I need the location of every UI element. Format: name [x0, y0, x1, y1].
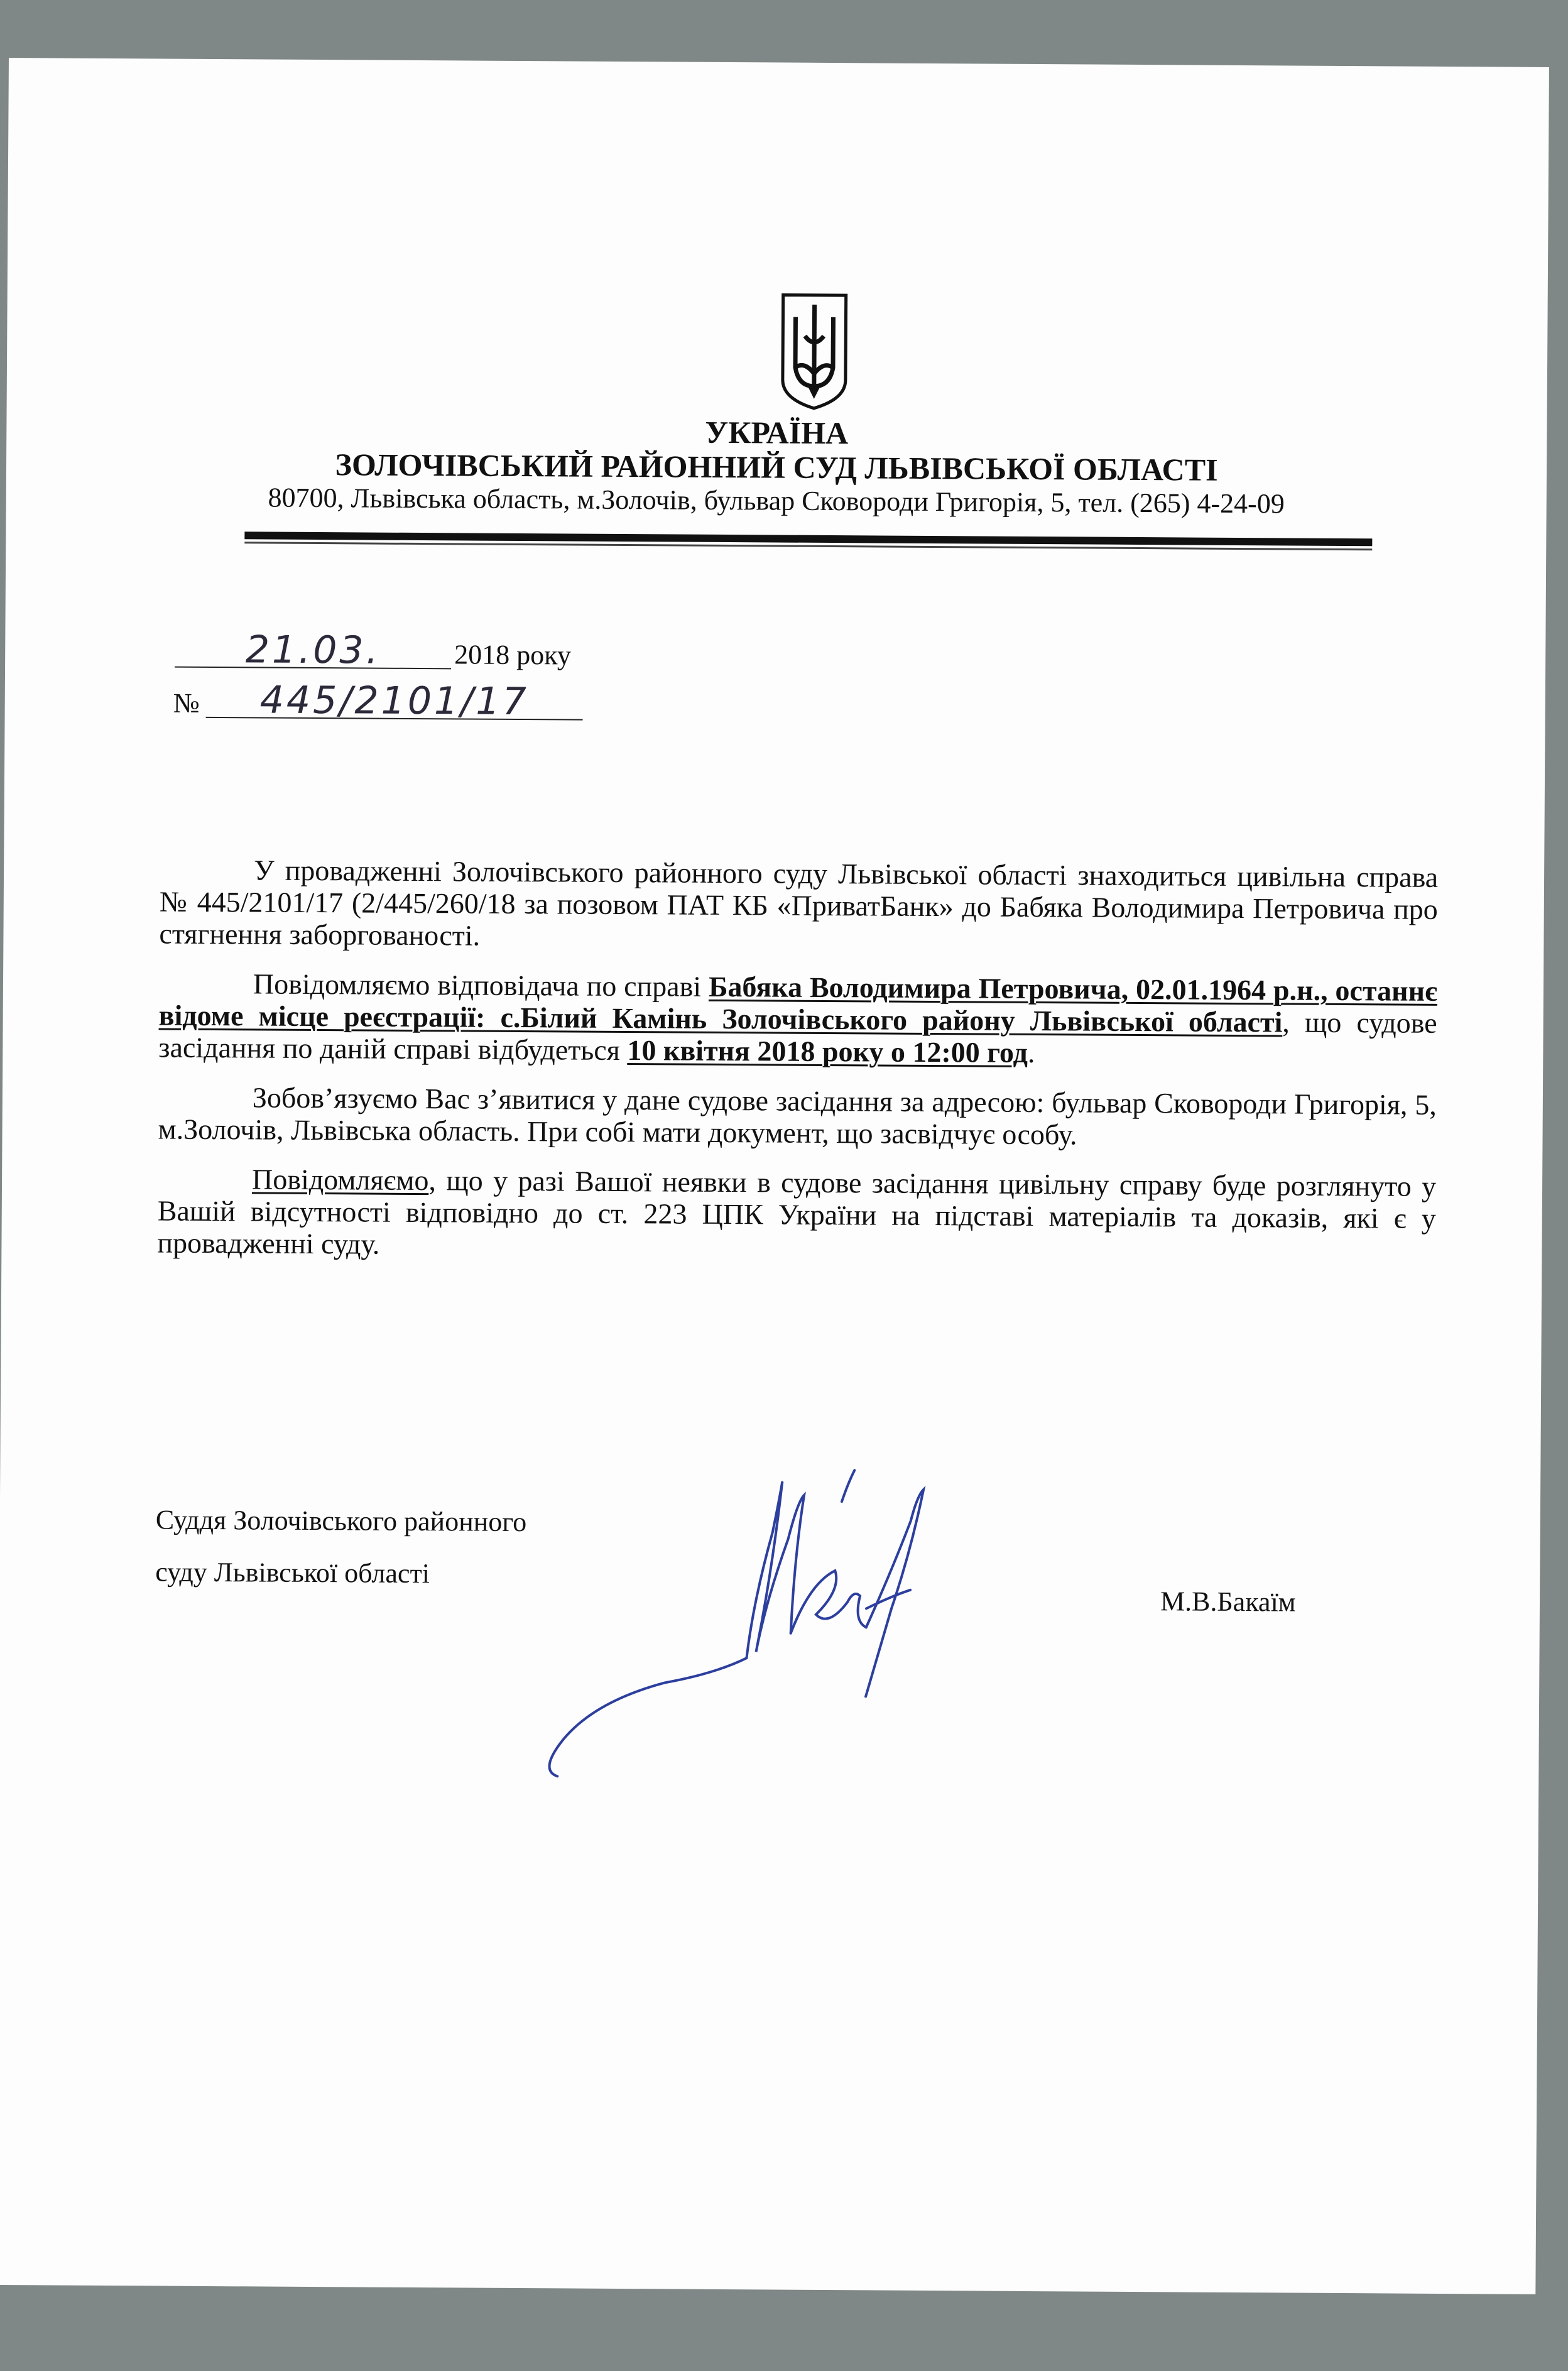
judge-title-line2: суду Львівської області: [155, 1556, 430, 1589]
handwritten-signature: [538, 1443, 1018, 1798]
p4-lead: Повідомляємо: [251, 1163, 429, 1197]
letter-body: [157, 853, 1438, 1284]
hearing-datetime: 10 квітня 2018 року о 12:00 год: [627, 1034, 1028, 1069]
paragraph-1: У провадженні Золочівського районного суду Львівської області знаходиться цивільна справа № 445/2101/17 (2/445/260/18 за позовом ПАТ КБ «ПриватБанк» до Бабяка Володимира Петровича про стягнення заборгованості.: [159, 854, 1439, 952]
case-number-field: 445/2101/17: [206, 678, 583, 721]
date-year: 2018 року: [454, 639, 572, 671]
paragraph-3: Зобов’язуємо Вас з’явитися у дане судове засідання за адресою: бульвар Сковороди Григорія, 5, м.Золочів, Львівська область. При собі мати документ, що засвідчує особу.: [158, 1081, 1437, 1151]
court-name: ЗОЛОЧІВСЬКИЙ РАЙОННИЙ СУД ЛЬВІВСЬКОЇ ОБЛАСТІ: [335, 447, 1218, 488]
p2-text-2: , що судове засідання по даній справі відбудеться: [158, 1006, 1437, 1067]
country-title: УКРАЇНА: [705, 414, 849, 451]
date-field: 21.03.: [175, 628, 451, 670]
p4-text: , що у разі Вашої неявки в судове засідання цивільну справу буде розглянуто у Вашій відсутності відповідно до ст. 223 ЦПК України на підставі матеріалів та доказів, які є у провадженні суду.: [157, 1164, 1437, 1260]
judge-name: М.В.Бакаїм: [1160, 1586, 1296, 1618]
p2-text: Повідомляємо відповідача по справі: [253, 967, 709, 1003]
trident-emblem-icon: [780, 292, 849, 412]
number-label: №: [173, 687, 200, 719]
paragraph-2: [158, 967, 1437, 1071]
judge-title-line1: Суддя Золочівського районного: [155, 1504, 527, 1538]
defendant-info: Бабяка Володимира Петровича, 02.01.1964 р.н., останнє відоме місце реєстрації: с.Білий Камінь Золочівського району Львівської області: [158, 970, 1438, 1038]
document-page: [0, 58, 1549, 2294]
paragraph-4: [157, 1162, 1436, 1266]
p2-end: .: [1027, 1036, 1035, 1069]
court-address: 80700, Львівська область, м.Золочів, бульвар Сковороди Григорія, 5, тел. (265) 4-24-09: [268, 482, 1285, 520]
